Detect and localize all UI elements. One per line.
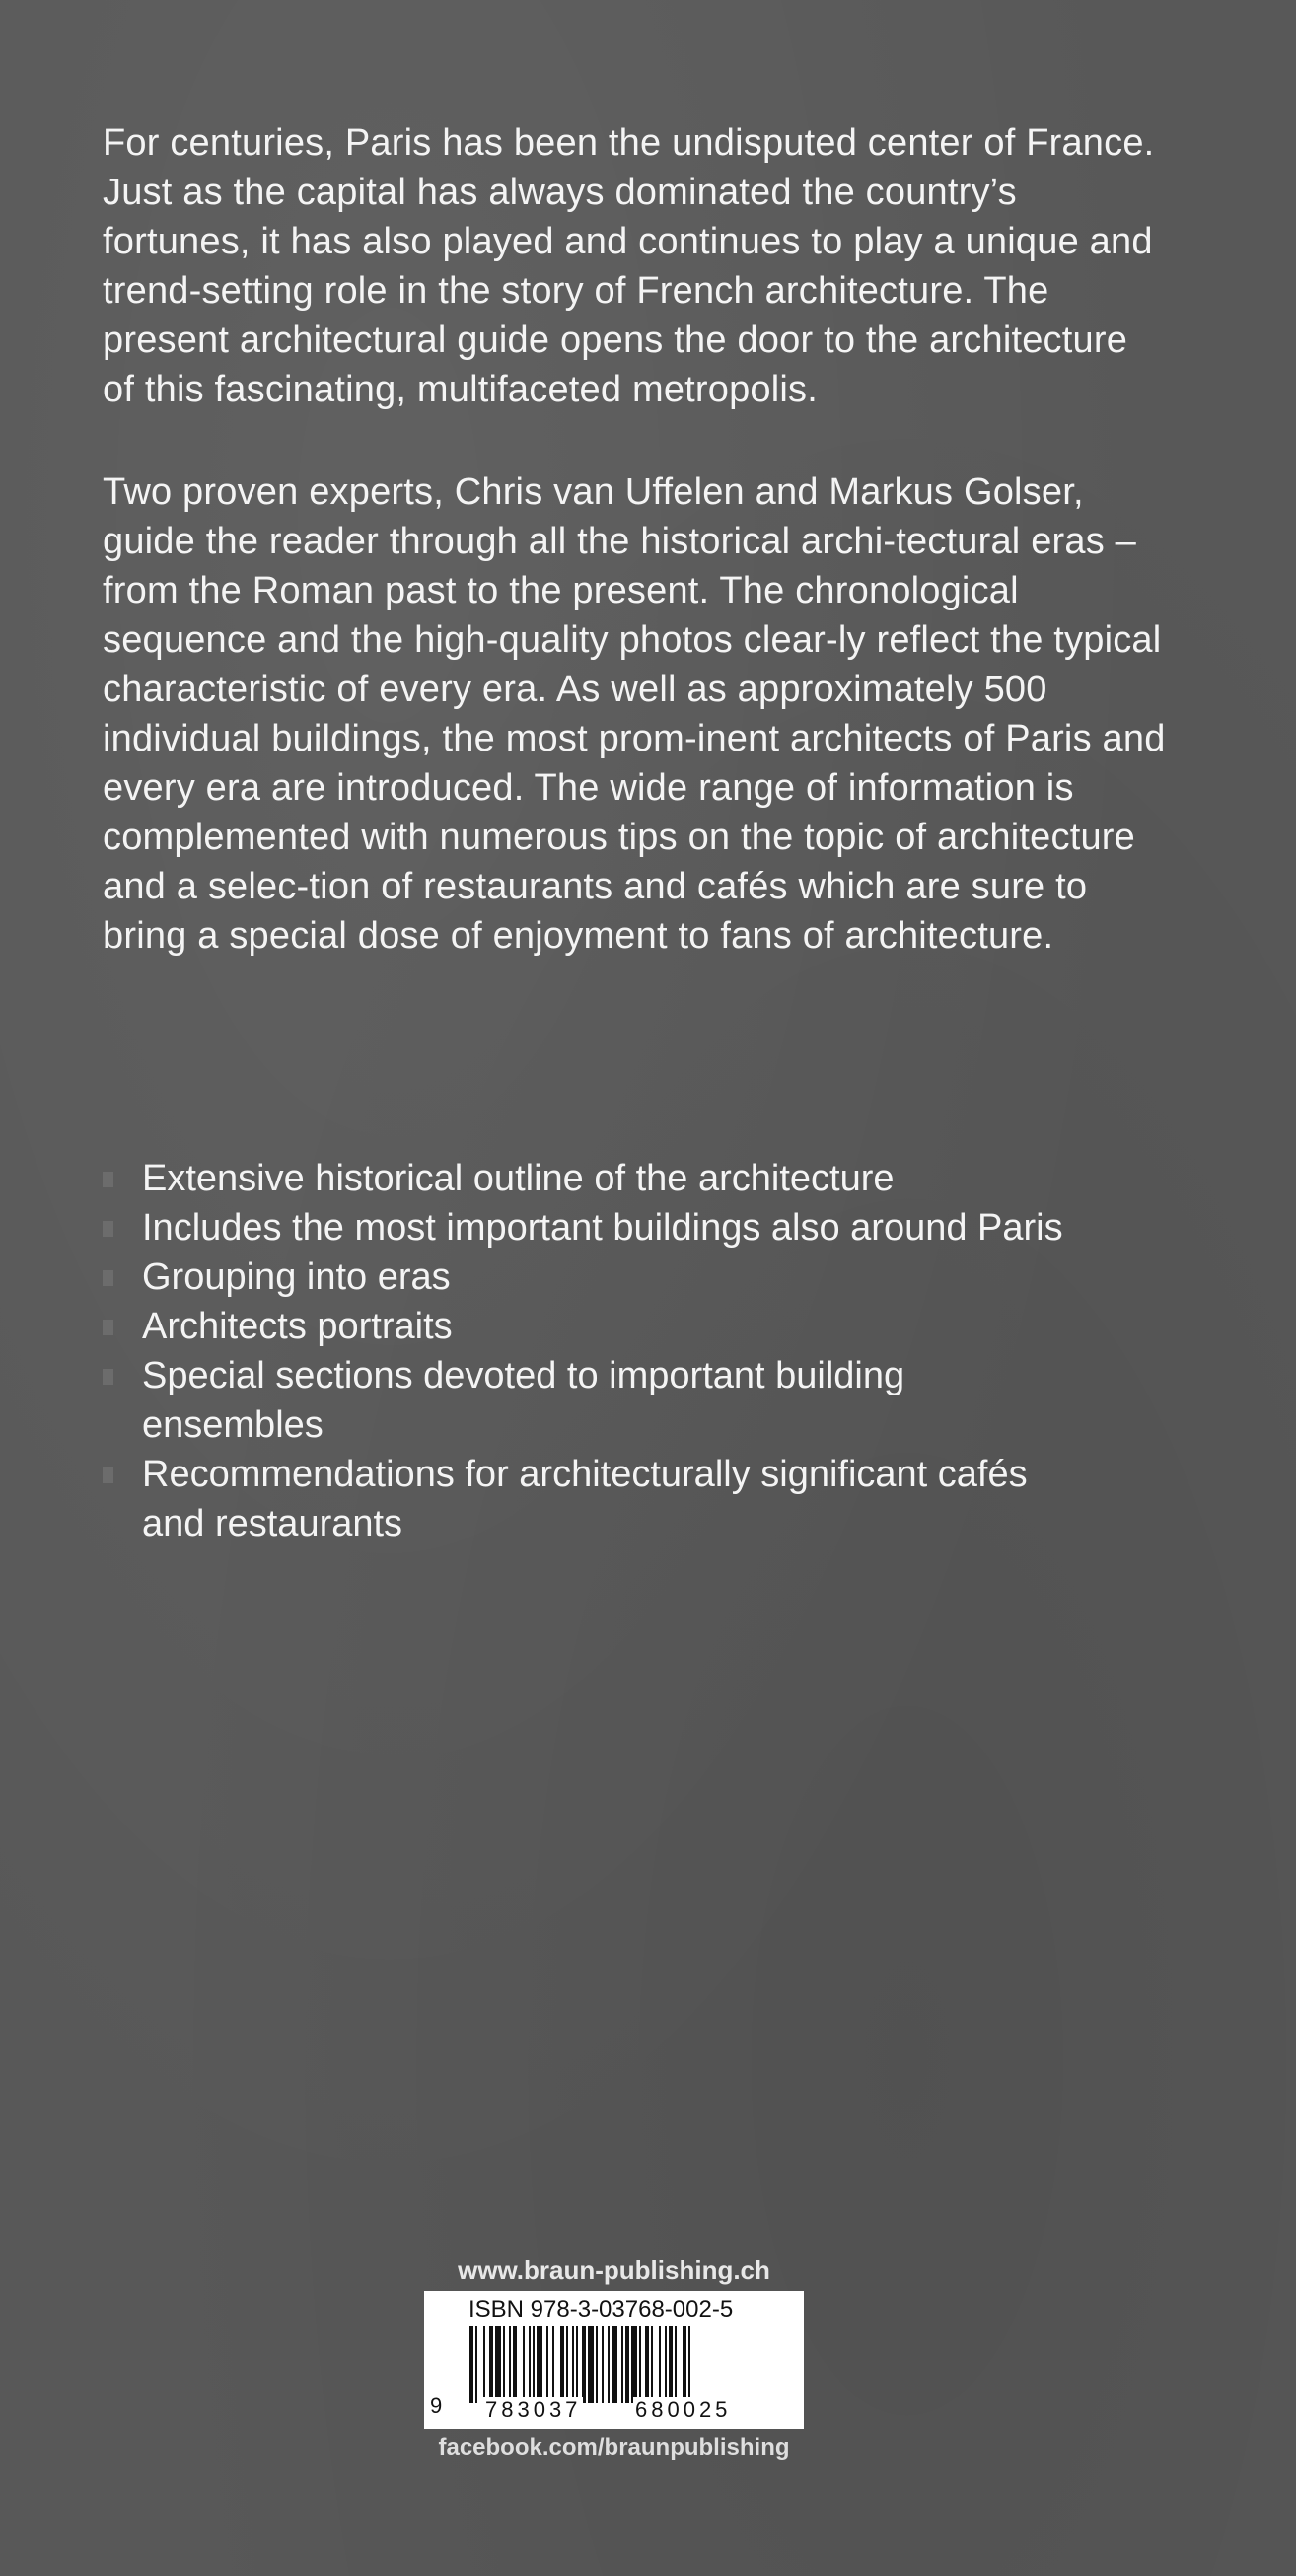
- feature-text: Recommendations for architecturally significant cafés and restaurants: [142, 1454, 1028, 1544]
- description-paragraph-1: For centuries, Paris has been the undisputed center of France. Just as the capital has always dominated the country’s fortunes, it has also played and continues to play a unique and trend-setting role in the story of French architecture. The present architectural guide opens the door to the architecture of this fascinating, multifaceted metropolis.: [103, 122, 1155, 410]
- feature-item: [103, 1302, 1089, 1351]
- description: [103, 118, 1168, 1014]
- barcode-lead-digit: 9: [430, 2394, 443, 2418]
- bullet-icon: [103, 1172, 113, 1187]
- bullet-icon: [103, 1369, 113, 1385]
- feature-list: [103, 1154, 1089, 1548]
- barcode-digits-right: 680025: [635, 2397, 732, 2422]
- bullet-icon: [103, 1270, 113, 1286]
- barcode-digits-left: 783037: [485, 2397, 582, 2422]
- feature-text: Architects portraits: [142, 1306, 453, 1347]
- feature-text: Extensive historical outline of the architecture: [142, 1158, 895, 1199]
- description-paragraph-2: Two proven experts, Chris van Uffelen and Markus Golser, guide the reader through all the historical archi-tectural eras – from the Roman past to the present. The chronological sequence and the high-quality photos clear-ly reflect the typical characteristic of every era. As well as approximately 500 individual buildings, the most prom-inent architects of Paris and every era are introduced. The wide range of information is complemented with numerous tips on the topic of architecture and a selec-tion of restaurants and cafés which are sure to bring a special dose of enjoyment to fans of architecture.: [103, 471, 1166, 957]
- feature-item: [103, 1351, 1089, 1450]
- feature-item: [103, 1252, 1089, 1302]
- barcode-block: [424, 2254, 804, 2465]
- isbn-number: ISBN 978-3-03768-002-5: [468, 2296, 734, 2323]
- isbn-barcode: [424, 2291, 804, 2429]
- feature-item: [103, 1154, 1089, 1203]
- facebook-link: facebook.com/braunpublishing: [438, 2434, 790, 2461]
- bullet-icon: [103, 1221, 113, 1237]
- feature-item: [103, 1203, 1089, 1252]
- feature-item: [103, 1450, 1089, 1548]
- bullet-icon: [103, 1320, 113, 1335]
- feature-text: Includes the most important buildings also around Paris: [142, 1207, 1063, 1249]
- bullet-icon: [103, 1467, 113, 1483]
- barcode-icon: [468, 2326, 773, 2403]
- publisher-website: www.braun-publishing.ch: [458, 2255, 770, 2285]
- feature-text: Grouping into eras: [142, 1256, 451, 1298]
- feature-text: Special sections devoted to important building ensembles: [142, 1355, 905, 1446]
